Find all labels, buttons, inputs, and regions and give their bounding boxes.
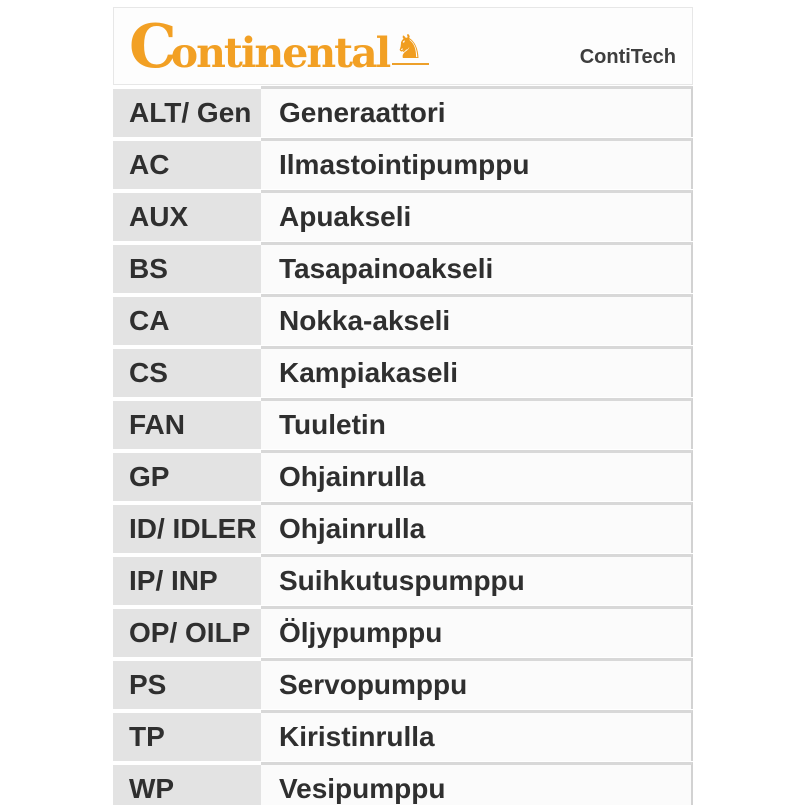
component-name-fi: Ilmastointipumppu xyxy=(261,138,693,189)
continental-logo xyxy=(129,12,429,82)
table-row xyxy=(113,397,693,449)
horse-icon-frame xyxy=(392,27,429,66)
abbreviation-code: CS xyxy=(113,345,261,397)
abbreviation-code: AC xyxy=(113,137,261,189)
table-row xyxy=(113,137,693,189)
table-row xyxy=(113,189,693,241)
component-name-fi: Servopumppu xyxy=(261,658,693,709)
logo-letter-c: C xyxy=(129,12,175,82)
table-row xyxy=(113,85,693,137)
table-row xyxy=(113,709,693,761)
abbreviation-table xyxy=(113,85,693,805)
table-row xyxy=(113,761,693,805)
component-name-fi: Kiristinrulla xyxy=(261,710,693,761)
component-name-fi: Generaattori xyxy=(261,86,693,137)
contitech-wordmark: ContiTech xyxy=(579,46,676,68)
component-name-fi: Tuuletin xyxy=(261,398,693,449)
component-name-fi: Tasapainoakseli xyxy=(261,242,693,293)
component-name-fi: Vesipumppu xyxy=(261,762,693,805)
component-name-fi: Suihkutuspumppu xyxy=(261,554,693,605)
table-row xyxy=(113,605,693,657)
table-row xyxy=(113,501,693,553)
abbreviation-code: BS xyxy=(113,241,261,293)
table-row xyxy=(113,449,693,501)
abbreviation-code: AUX xyxy=(113,189,261,241)
abbreviation-code: GP xyxy=(113,449,261,501)
abbreviation-code: PS xyxy=(113,657,261,709)
component-name-fi: Öljypumppu xyxy=(261,606,693,657)
abbreviation-code: IP/ INP xyxy=(113,553,261,605)
abbreviation-code: WP xyxy=(113,761,261,805)
component-name-fi: Ohjainrulla xyxy=(261,450,693,501)
abbreviation-code: TP xyxy=(113,709,261,761)
abbreviation-code: ID/ IDLER xyxy=(113,501,261,553)
table-row xyxy=(113,293,693,345)
abbreviation-code: FAN xyxy=(113,397,261,449)
logo-wordmark: ontinental xyxy=(170,29,390,77)
abbreviation-code: CA xyxy=(113,293,261,345)
component-name-fi: Ohjainrulla xyxy=(261,502,693,553)
header xyxy=(113,7,693,85)
horse-icon: ♞ xyxy=(394,27,424,66)
table-row xyxy=(113,241,693,293)
component-name-fi: Apuakseli xyxy=(261,190,693,241)
component-name-fi: Kampiakaseli xyxy=(261,346,693,397)
abbreviation-code: OP/ OILP xyxy=(113,605,261,657)
abbreviation-code: ALT/ Gen xyxy=(113,85,261,137)
table-row xyxy=(113,553,693,605)
table-row xyxy=(113,345,693,397)
component-name-fi: Nokka-akseli xyxy=(261,294,693,345)
table-row xyxy=(113,657,693,709)
